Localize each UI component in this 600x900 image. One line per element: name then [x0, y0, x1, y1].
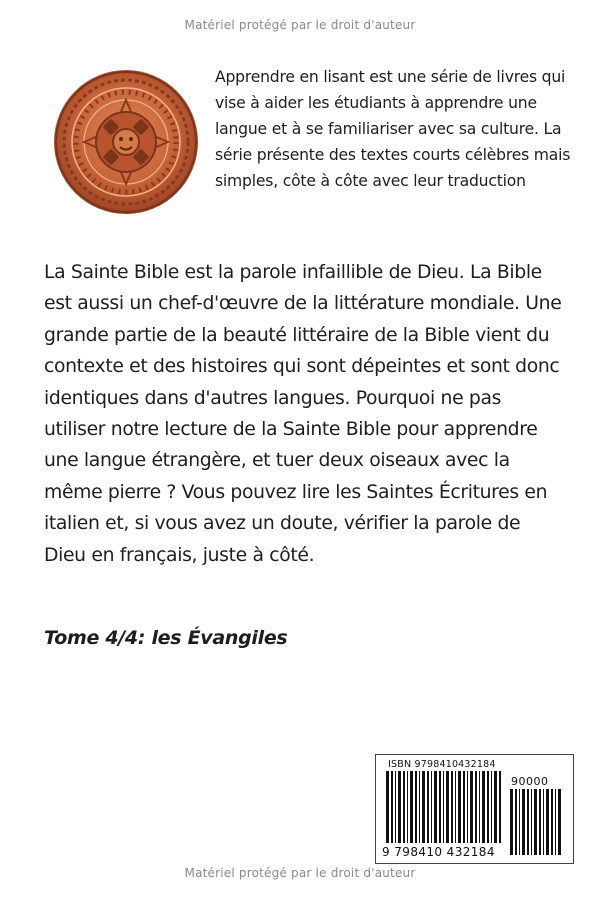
- price-code: 90000: [511, 775, 549, 788]
- book-description: La Sainte Bible est la parole infaillible de Dieu. La Bible est aussi un chef-d'œuvre de la littérature mondiale. Une grande partie de la beauté littéraire de la Bible vient du contexte et des histoires qui sont dépeintes et sont donc identiques dans d'autres langues. Pourquoi ne pas utiliser notre lecture de la Sainte Bible pour apprendre une langue étrangère, et tuer deux oiseaux avec la même pierre ? Vous pouvez lire les Saintes Écritures en italien et, si vous avez un doute, vérifier la parole de Dieu en français, juste à côté.: [44, 262, 562, 566]
- aztec-sun-stone-icon: [53, 69, 199, 215]
- isbn-label: ISBN 9798410432184: [388, 759, 496, 770]
- copyright-watermark-top: Matériel protégé par le droit d'auteur: [184, 18, 416, 32]
- series-description: Apprendre en lisant est une série de livres qui vise à aider les étudiants à apprendre une langue et à se familiariser avec sa culture. La série présente des textes courts célèbres mais simples, côte à côte avec leur traduction: [215, 68, 571, 190]
- copyright-watermark-bottom: Matériel protégé par le droit d'auteur: [184, 866, 416, 880]
- volume-label: Tome 4/4: les Évangiles: [44, 627, 288, 649]
- isbn-digits: 9 798410 432184: [382, 845, 495, 859]
- isbn-barcode: [375, 754, 574, 864]
